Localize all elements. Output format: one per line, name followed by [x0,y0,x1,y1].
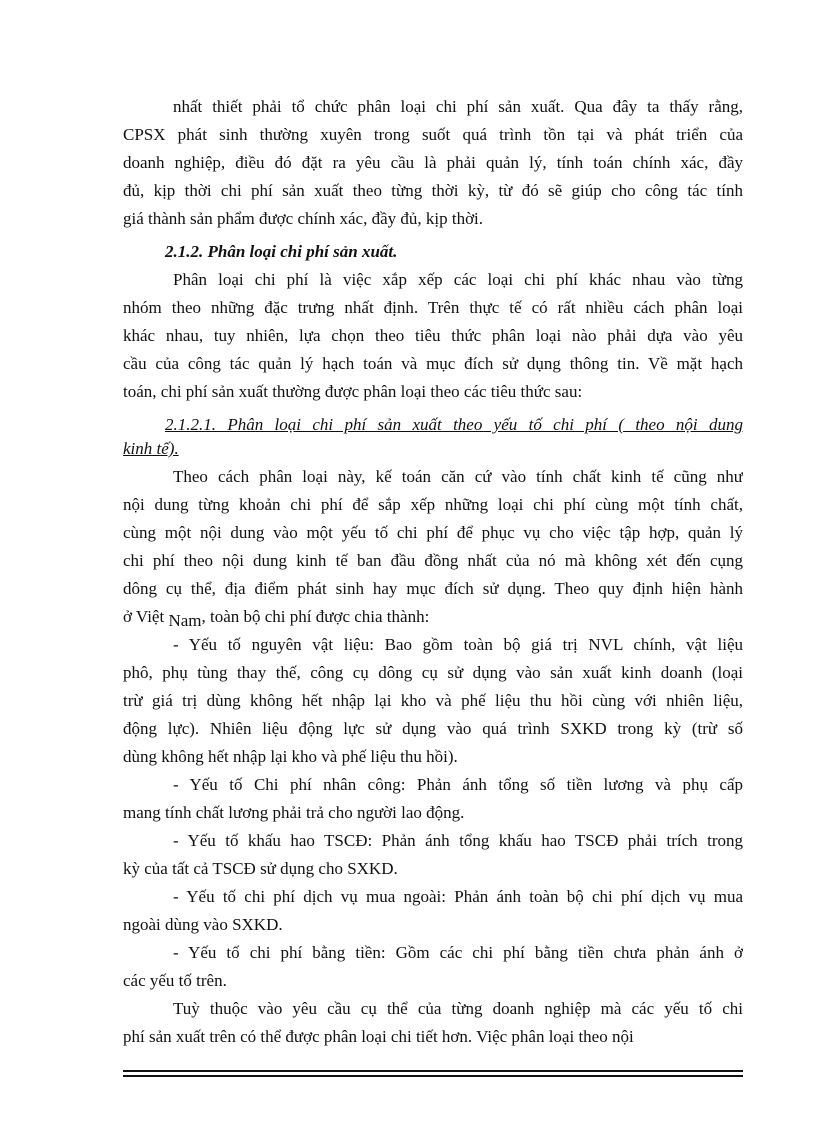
list-item-labor [123,771,743,827]
section-heading-2-1-2: 2.1.2. Phân loại chi phí sản xuất. [165,242,398,261]
text: Nam [168,611,202,630]
heading-line: 2.1.2.1. Phân loại chi phí sản xuất theo yếu tố chi phí ( theo nội dung [165,415,743,434]
text-line: Tuỳ thuộc vào yêu cầu cụ thể của từng doanh nghiệp mà các yếu tố chi [173,999,743,1018]
paragraph-4 [123,995,743,1051]
list-item-depreciation [123,827,743,883]
text-line: khác nhau, tuy nhiên, lựa chọn theo tiêu thức phân loại nào phải dựa vào yêu [123,326,743,345]
text-line: phí sản xuất trên có thể được phân loại chi tiết hơn. Việc phân loại theo nội [123,1027,634,1046]
text-line: - Yếu tố Chi phí nhân công: Phản ánh tổng số tiền lương và phụ cấp [173,775,743,794]
text-line: - Yếu tố chi phí bằng tiền: Gồm các chi phí bằng tiền chưa phản ánh ở [173,943,743,962]
text-line: Theo cách phân loại này, kế toán căn cứ vào tính chất kinh tế cũng như [173,467,743,486]
text-line: nội dung từng khoản chi phí để sắp xếp những loại chi phí cùng một tính chất, [123,495,743,514]
text-line: các yếu tố trên. [123,971,227,990]
text-line: giá thành sản phẩm được chính xác, đầy đủ, kịp thời. [123,209,484,228]
list-item-materials [123,631,743,771]
text-line: - Yếu tố chi phí dịch vụ mua ngoài: Phản ánh toàn bộ chi phí dịch vụ mua [173,887,743,906]
heading-text: kinh tế). [123,439,179,458]
text-line: dông cụ thể, địa điểm phát sinh hay mục đích sử dụng. Theo quy định hiện hành [123,579,743,598]
text-line: toán, chi phí sản xuất thường được phân loại theo các tiêu thức sau: [123,382,583,401]
text-line: cầu của công tác quản lý hạch toán và mục đích sử dụng thông tin. Về mặt hạch [123,354,743,373]
text-line: nhất thiết phải tổ chức phân loại chi phí sản xuất. Qua đây ta thấy rằng, [173,97,743,116]
document-page [123,93,743,1051]
subsection-heading-2-1-2-1 [123,413,743,463]
text-line: đủ, kịp thời chi phí sản xuất theo từng thời kỳ, từ đó sẽ giúp cho công tác tính [123,181,743,200]
text: ở Việt [123,607,169,626]
text-line: Phân loại chi phí là việc xắp xếp các loại chi phí khác nhau vào từng [173,270,743,289]
list-item-cash-expenses [123,939,743,995]
heading-line [123,437,743,463]
text-line: dùng không hết nhập lại kho và phế liệu thu hồi). [123,747,458,766]
text-line: mang tính chất lương phải trả cho người lao động. [123,803,465,822]
text-line: kỳ của tất cả TSCĐ sử dụng cho SXKD. [123,859,398,878]
text-line: nhóm theo những đặc trưng nhất định. Trên thực tế có rất nhiều cách phân loại [123,298,743,317]
text: , toàn bộ chi phí được chia thành: [201,607,430,626]
text-line: ngoài dùng vào SXKD. [123,915,283,934]
footer-double-rule [123,1070,743,1077]
text-line: động lực). Nhiên liệu động lực sử dụng vào quá trình SXKD trong kỳ (trừ số [123,719,743,738]
paragraph-2 [123,266,743,406]
paragraph-1 [123,93,743,233]
list-item-outsourced-services [123,883,743,939]
paragraph-3 [123,463,743,631]
text-line [123,603,743,631]
text-line: - Yếu tố nguyên vật liệu: Bao gồm toàn bộ giá trị NVL chính, vật liệu [173,635,743,654]
text-line: trừ giá trị dùng không hết nhập lại kho và phế liệu thu hồi cùng với nhiên liệu, [123,691,743,710]
text-line: CPSX phát sinh thường xuyên trong suốt quá trình tồn tại và phát triển của [123,125,743,144]
text-line: - Yếu tố khấu hao TSCĐ: Phản ánh tổng khấu hao TSCĐ phải trích trong [173,831,743,850]
text-line: cùng một nội dung vào một yếu tố chi phí để phục vụ cho việc tập hợp, quản lý [123,523,743,542]
text-line: doanh nghiệp, điều đó đặt ra yêu cầu là phải quản lý, tính toán chính xác, đầy [123,153,743,172]
text-line: phô, phụ tùng thay thế, công cụ dông cụ sử dụng vào sản xuất kinh doanh (loại [123,663,743,682]
text-line: chi phí theo nội dung kinh tế ban đầu đồng nhất của nó mà không xét đến cụng [123,551,743,570]
